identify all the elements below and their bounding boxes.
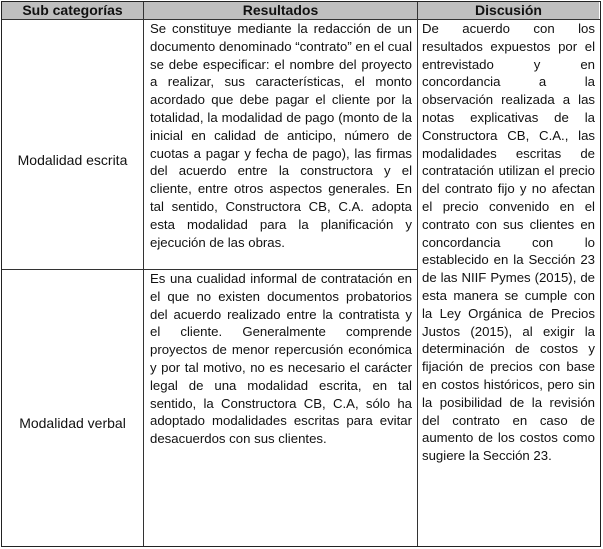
discussion-text: De acuerdo con los resultados expuestos por el entrevistado y en concordancia a la observación realizada a las notas explicativas de la Constructora CB, C.A., las modalidades escritas de contratación utilizan el precio del contrato fijo y no afectan el precio convenido en el contrato con sus clientes en concordancia con lo establecido en la Sección 23 de las NIIF Pymes (2015), de esta manera se cumple con la Ley Orgánica de Precios Justos (2015), al exigir la determinación de costos y fijación de precios con base en costos históricos, pero sin la posibilidad de la revisión del contrato en caso de aumento de los costos como sugiere la Sección 23. bbox=[422, 21, 595, 464]
category-modalidad-verbal: Modalidad verbal bbox=[19, 415, 126, 431]
header-resultados: Resultados bbox=[144, 2, 417, 19]
header-sub-categorias: Sub categorías bbox=[2, 2, 143, 19]
category-modalidad-escrita: Modalidad escrita bbox=[17, 152, 128, 168]
column-divider-1 bbox=[143, 2, 144, 546]
result-modalidad-verbal: Es una cualidad informal de contratación en el que no existen documentos probatorios del acuerdo realizado entre la contratista y el cliente. Generalmente comprende proyectos de menor repercusión económica y por tal motivo, no es necesario el carácter legal de una modalidad escrita, en tal sentido, la Constructora CB, C.A, sólo ha adoptado modalidades escritas para evitar desacuerdos con sus clientes. bbox=[150, 271, 412, 447]
column-divider-2 bbox=[417, 2, 418, 546]
header-discusion: Discusión bbox=[418, 2, 599, 19]
results-table bbox=[1, 1, 601, 547]
result-modalidad-escrita: Se constituye mediante la redacción de un documento denominado “contrato” en el cual se debe especificar: el nombre del proyecto a realizar, sus características, el monto acordado que debe pagar el cliente por la totalidad, la modalidad de pago (monto de la inicial en calidad de anticipo, número de cuotas a pagar y fecha de pago), las firmas del acuerdo entre la constructora y el cliente, entre otros aspectos generales. En tal sentido, Constructora CB, C.A. adopta esta modalidad para la planificación y ejecución de las obras. bbox=[150, 21, 412, 250]
